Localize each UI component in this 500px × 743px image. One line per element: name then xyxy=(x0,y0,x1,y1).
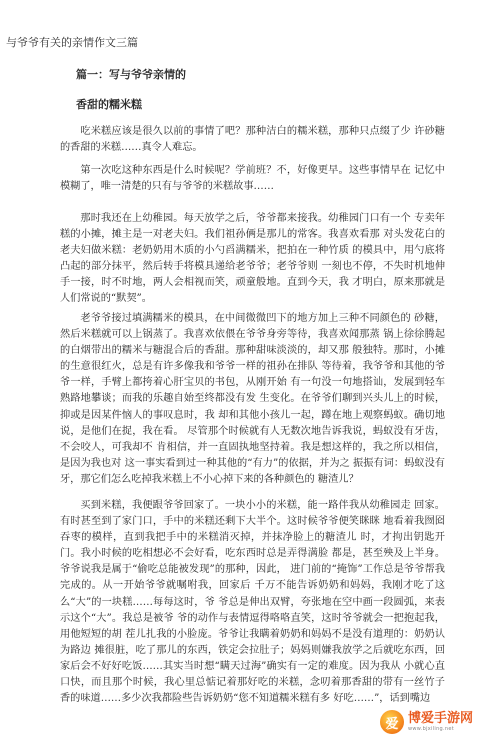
site-watermark xyxy=(380,709,492,735)
article-title: 香甜的糯米糕 xyxy=(76,98,142,111)
watermark-name: 博爱手游网 xyxy=(408,711,474,726)
watermark-url: www.bjxiling.net xyxy=(408,726,455,732)
paragraph-2: 第一次吃这种东西是什么时候呢？学前班？不，好像更早。这些事情早在 记忆中模糊了，唯一清楚的只有与爷爷的米糕故事…… xyxy=(60,165,445,193)
heart-logo-icon: 爱 xyxy=(380,710,404,734)
document-header: 与爷爷有关的亲情作文三篇 xyxy=(6,36,138,49)
section-title: 篇一：写与爷爷亲情的 xyxy=(76,68,186,81)
paragraph-4: 老爷爷接过填满糯米的模具，在中间微微凹下的地方加上三种不同颜色的 砂糖，然后米糕就可以上锅蒸了。我喜欢依偎在爷爷身旁等待，我喜欢闻那蒸 锅上徐徐腾起的白烟带出的糯米与糖混合后的香甜。那种甜味淡淡的，却又那 般独特。那时，小摊的生意很红火，总是有许多像我和爷爷一样的祖孙在排队 等待着，我爷爷和其他的爷爷一样，手臂上都挎着心肝宝贝的书包，从刚开始 有一句没一句地搭讪，发展到轻车熟路地攀谈；而我的乐趣自始至终都没有发 生变化。在爷爷们聊到兴头儿上的时候，抑或是因某件恼人的事叹息时，我 却和其他小孩儿一起，蹲在地上观察蚂蚁。确切地说，是他们在捉，我在看。 尽管那个时候就有人无数次地告诉我说，蚂蚁没有牙齿，不会咬人，可我却不 肯相信，并一直固执地坚持着。我是想这样的，我之所以相信，是因为我也对 这一事实看到过一种其他的“有力”的依据，并为之 振振有词：蚂蚁没有牙，那它们怎么吃掉我米糕上不小心掉下来的各种颜色的 糖渣儿？ xyxy=(60,313,445,485)
paragraph-1: 吃米糕应该是很久以前的事情了吧？那种洁白的糯米糕，那种只点缀了少 许砂糖的香甜的米糕……真令人难忘。 xyxy=(60,126,445,154)
paragraph-3: 那时我还在上幼稚园。每天放学之后，爷爷都来接我。幼稚园门口有一个 专卖年糕的小摊，摊主是一对老夫妇。我们祖孙俩是那儿的常客。我喜欢看那 对头发花白的老夫妇做米糕：老奶奶用木质的小勺舀满糯米，把拍在一种竹质 的模具中，用勺底将凸起的部分抹平，然后转手将模具递给老爷爷；老爷爷则 一刻也不停，不失时机地伸手一接，时不时地，两人会相视而笑，顽童般地。直到今天，我 才明白，原来那就是人们常说的“默契”。 xyxy=(60,213,445,305)
paragraph-5: 买到米糕，我便跟爷爷回家了。一块小小的米糕，能一路伴我从幼稚园走 回家。有时甚至到了家门口，手中的米糕还剩下大半个。这时候爷爷便笑眯眯 地看着我囫囵吞枣的模样，直到我把手中的米糕消灭掉，并抹净脸上的糖渣儿 时，才拘出钥匙开门。我小时候的吃相想必不会好看，吃东西时总是弄得满脸 都是，甚至殃及上半身。爷爷说我是属于“偷吃总能被发现”的那种，因此， 进门前的“掩饰”工作总是爷爷帮我完成的。从一开始爷爷就嘱咐我，回家后 千万不能告诉奶奶和妈妈，我刚才吃了这么“大”的一块糕……每每这时，爷 爷总是伸出双臂，夸张地在空中画一段圆弧，来表示这个“大”。我总是被爷 爷的动作与表情逗得咯咯直笑，这时爷爷就会一把抱起我，用他短短的胡 茬儿扎我的小脸庞。爷爷让我瞒着奶奶和妈妈不是没有道理的：奶奶认为路边 摊很脏，吃了那儿的东西，铁定会拉肚子；妈妈则嫌我放学之后就吃东西，回 家后会不好好吃饭……其实当时想“瞒天过海”确实有一定的难度。因为我从 小就心直口快，而且那个时候，我心里总惦记着那好吃的米糕，念叨着那香甜的带有一丝竹子香的味道……多少次我都险些告诉奶奶“您不知道糯米糕有多 好吃……”，话到嘴边 xyxy=(60,500,445,705)
